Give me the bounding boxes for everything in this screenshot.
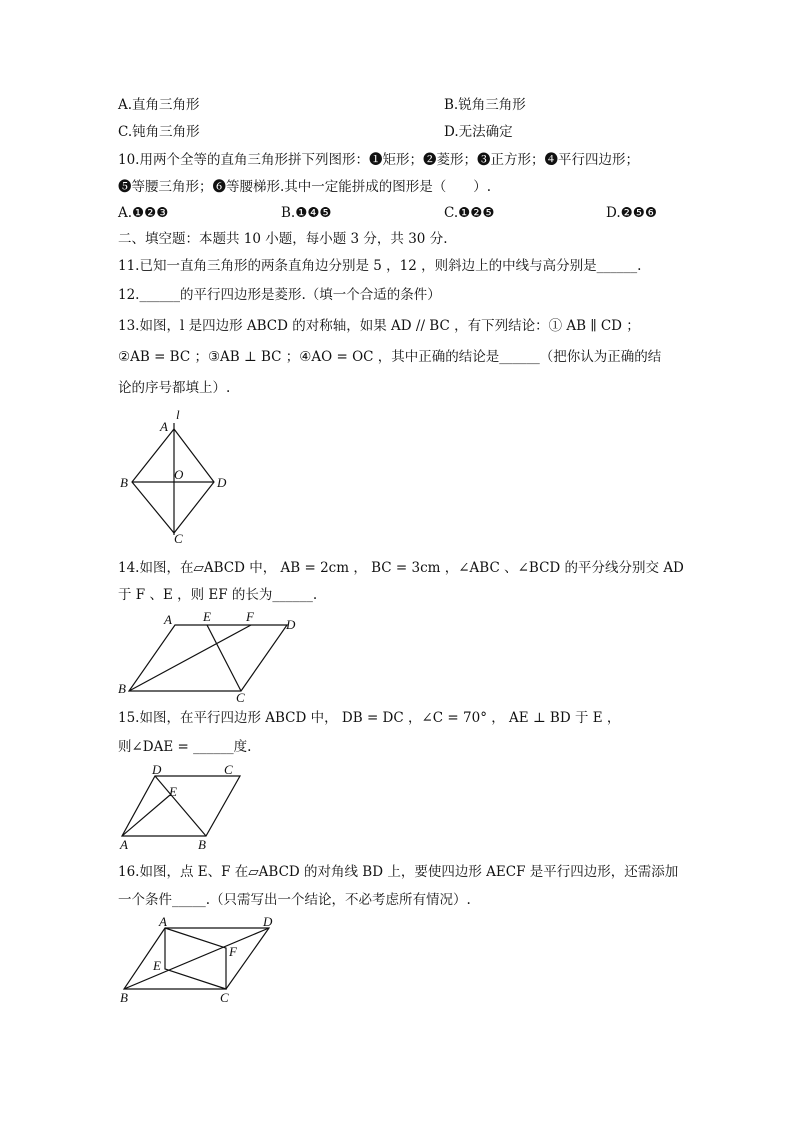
q16-figure — [112, 910, 277, 1010]
label-e: E — [203, 609, 211, 624]
label-d: D — [217, 475, 227, 490]
q9-option-a: A.直角三角形 — [118, 97, 200, 113]
q16-line-2: 一个条件_____.（只需写出一个结论，不必考虑所有情况）. — [118, 892, 471, 908]
label-b: B — [120, 990, 128, 1005]
label-c: C — [224, 762, 233, 777]
rhombus-abcd — [132, 429, 214, 533]
label-l: l — [176, 407, 180, 422]
q13-line-1: 13.如图，l 是四边形 ABCD 的对称轴，如果 AD // BC ，有下列结论：① AB ∥ CD ； — [118, 318, 640, 334]
label-d: D — [286, 617, 296, 632]
q9-option-c: C.钝角三角形 — [118, 124, 200, 140]
q10-option-a: A.❶❷❸ — [118, 205, 169, 221]
label-e: E — [169, 784, 177, 799]
q9-option-d: D.无法确定 — [444, 124, 513, 140]
label-b: B — [120, 475, 128, 490]
q13-figure — [110, 405, 240, 545]
label-d: D — [263, 914, 273, 929]
label-b: B — [118, 681, 126, 696]
q10-option-d: D.❷❺❻ — [606, 205, 657, 221]
q14-figure — [110, 605, 310, 705]
label-a: A — [159, 914, 167, 929]
q10-option-c: C.❶❷❺ — [444, 205, 495, 221]
q10-line-2: ❺等腰三角形；❻等腰梯形.其中一定能拼成的图形是（ ）. — [118, 179, 492, 195]
q15-line-2: 则∠DAE = ______度. — [118, 739, 252, 755]
q15-figure — [112, 762, 252, 857]
label-a: A — [160, 419, 168, 434]
q13-line-3: 论的序号都填上）. — [118, 380, 231, 396]
parallelogram-abcd — [129, 625, 287, 691]
q14-line-2: 于 F 、E ，则 EF 的长为______. — [118, 587, 318, 603]
perpendicular-ae — [122, 795, 170, 836]
diagonal-bd — [155, 776, 206, 836]
q13-line-2: ②AB = BC ；③AB ⊥ BC ；④AO = OC ，其中正确的结论是______（把你认为正确的结 — [118, 349, 662, 365]
label-c: C — [236, 690, 245, 705]
label-f: F — [229, 944, 237, 959]
label-c: C — [220, 990, 229, 1005]
q12-text: 12.______的平行四边形是菱形.（填一个合适的条件） — [118, 287, 441, 303]
q15-line-1: 15.如图，在平行四边形 ABCD 中， DB = DC ，∠C = 70° ， AE ⊥ BD 于 E ， — [118, 710, 621, 726]
label-a: A — [120, 837, 128, 852]
label-b: B — [198, 837, 206, 852]
label-f: F — [246, 609, 254, 624]
label-a: A — [164, 612, 172, 627]
bisector-ce — [207, 625, 241, 691]
bisector-bf — [129, 625, 251, 691]
label-d: D — [152, 762, 162, 777]
q14-line-1: 14.如图，在▱ABCD 中， AB = 2cm ， BC = 3cm ，∠ABC 、∠BCD 的平分线分别交 AD — [118, 560, 684, 576]
label-c: C — [174, 531, 183, 545]
label-e: E — [153, 958, 161, 973]
q10-option-b: B.❶❹❺ — [281, 205, 332, 221]
q10-line-1: 10.用两个全等的直角三角形拼下列图形：❶矩形；❷菱形；❸正方形；❹平行四边形； — [118, 152, 639, 168]
label-o: O — [174, 467, 184, 482]
q9-option-b: B.锐角三角形 — [444, 97, 526, 113]
section-heading: 二、填空题：本题共 10 小题，每小题 3 分，共 30 分. — [118, 231, 448, 247]
q11-text: 11.已知一直角三角形的两条直角边分别是 5 ，12 ，则斜边上的中线与高分别是______. — [118, 258, 642, 274]
q16-line-1: 16.如图，点 E、F 在▱ABCD 的对角线 BD 上，要使四边形 AECF 是平行四边形，还需添加 — [118, 864, 679, 880]
